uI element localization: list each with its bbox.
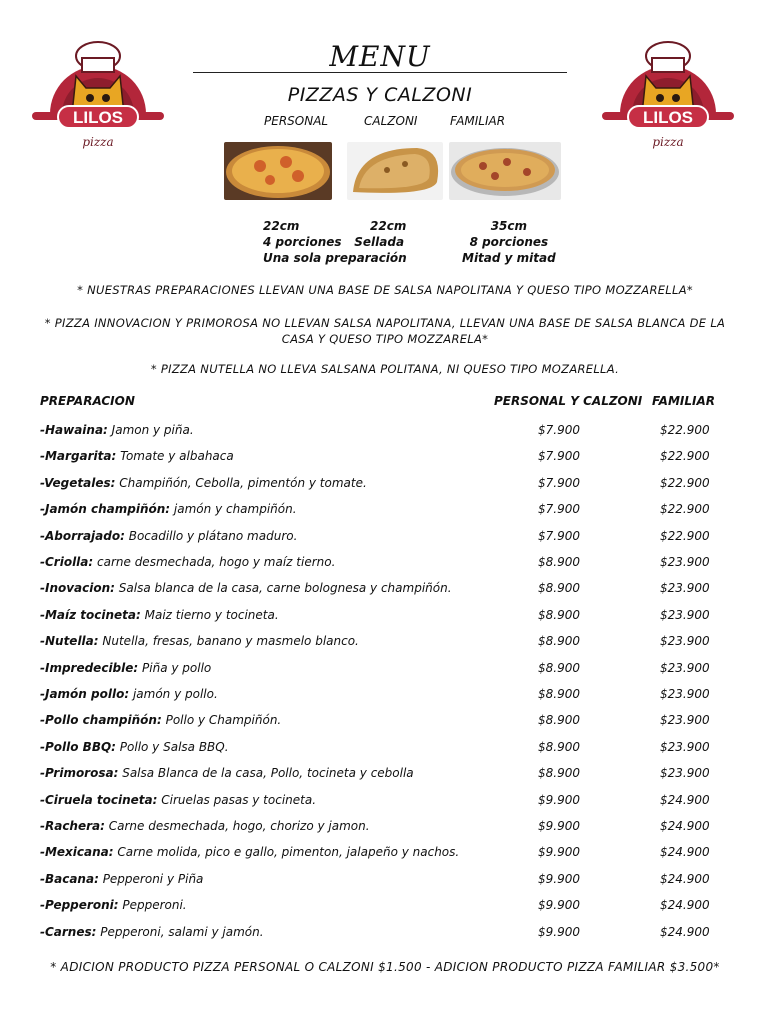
table-row: [40, 740, 730, 766]
item-description: [40, 423, 194, 437]
note-white-sauce: * PIZZA INNOVACION Y PRIMOROSA NO LLEVAN SALSA NAPOLITANA, LLEVAN UNA BASE DE SALSA BLANCA DE LA CASA Y QUESO TIPO MOZZARELA*: [44, 316, 726, 346]
price-personal: $8.900: [538, 607, 580, 622]
price-familiar: $23.900: [660, 739, 710, 754]
familiar-specs: [462, 218, 556, 266]
item-ingredients: Piña y pollo: [138, 660, 212, 675]
item-description: [40, 581, 452, 595]
table-row: [40, 661, 730, 687]
note-base-sauce: * NUESTRAS PREPARACIONES LLEVAN UNA BASE DE SALSA NAPOLITANA Y QUESO TIPO MOZZARELLA*: [77, 283, 693, 297]
price-personal: $8.900: [538, 739, 580, 754]
item-description: [40, 476, 367, 490]
price-familiar: $24.900: [660, 924, 710, 939]
svg-text:LILOS: LILOS: [72, 108, 124, 127]
table-row: [40, 423, 730, 449]
item-name: -Pepperoni:: [40, 898, 119, 913]
menu-title: MENU: [329, 40, 431, 73]
item-ingredients: Champiñón, Cebolla, pimentón y tomate.: [115, 475, 367, 490]
table-row: [40, 819, 730, 845]
price-familiar: $24.900: [660, 871, 710, 886]
item-description: [40, 634, 359, 648]
item-name: -Criolla:: [40, 555, 94, 569]
item-name: -Carnes:: [40, 924, 97, 939]
item-name: -Rachera:: [40, 819, 105, 833]
item-ingredients: jamón y champiñón.: [170, 502, 297, 517]
item-ingredients: Tomate y albahaca: [116, 449, 234, 464]
item-description: [40, 555, 335, 569]
table-row: [40, 845, 730, 871]
personal-portions: 4 porciones: [263, 235, 342, 249]
lilos-logo-right: [598, 36, 738, 156]
price-familiar: $23.900: [660, 766, 710, 781]
price-familiar: $23.900: [660, 660, 710, 675]
item-description: [40, 766, 414, 780]
size-label-calzoni: CALZONI: [364, 114, 418, 128]
item-name: -Pollo champiñón:: [40, 713, 162, 728]
item-name: -Primorosa:: [40, 766, 119, 781]
price-familiar: $23.900: [660, 555, 710, 569]
table-row: [40, 793, 730, 819]
table-row: [40, 687, 730, 713]
header-personal-calzoni: PERSONAL Y CALZONI: [494, 394, 643, 408]
svg-text:pizza: pizza: [82, 135, 114, 149]
item-description: [40, 608, 279, 622]
price-familiar: $24.900: [660, 792, 710, 807]
price-familiar: $22.900: [660, 528, 710, 543]
price-personal: $9.900: [538, 819, 580, 833]
svg-text:LILOS: LILOS: [642, 108, 694, 127]
header-familiar: FAMILIAR: [652, 394, 715, 408]
header-preparacion: PREPARACION: [40, 394, 135, 408]
familiar-portions: 8 porciones: [469, 235, 549, 249]
price-personal: $9.900: [538, 898, 580, 913]
personal-preparation: Una sola preparación: [263, 251, 407, 265]
table-row: [40, 713, 730, 739]
price-personal: $7.900: [538, 423, 580, 437]
table-row: [40, 925, 730, 951]
table-row: [40, 502, 730, 528]
item-description: [40, 793, 316, 807]
price-personal: $8.900: [538, 713, 580, 728]
table-row: [40, 898, 730, 924]
item-description: [40, 661, 211, 675]
item-name: -Jamón champiñón:: [40, 502, 171, 517]
svg-text:pizza: pizza: [652, 135, 684, 149]
item-description: [40, 502, 297, 516]
item-description: [40, 529, 297, 543]
price-familiar: $24.900: [660, 819, 710, 833]
item-ingredients: Pepperoni y Piña: [98, 871, 204, 886]
price-personal: $8.900: [538, 766, 580, 781]
price-personal: $7.900: [538, 502, 580, 517]
price-personal: $8.900: [538, 581, 580, 596]
item-ingredients: Pepperoni, salami y jamón.: [96, 924, 264, 939]
item-name: -Vegetales:: [40, 475, 116, 490]
item-name: -Impredecible:: [40, 660, 139, 675]
size-label-familiar: FAMILIAR: [450, 114, 506, 128]
item-name: -Inovacion:: [40, 581, 115, 596]
price-personal: $7.900: [538, 528, 580, 543]
price-personal: $9.900: [538, 924, 580, 939]
item-ingredients: Pollo y Salsa BBQ.: [115, 739, 229, 754]
calzoni-sealed: Sellada: [354, 235, 405, 249]
item-name: -Jamón pollo:: [40, 687, 130, 701]
item-description: [40, 449, 234, 463]
price-personal: $9.900: [538, 792, 580, 807]
item-name: -Maíz tocineta:: [40, 607, 141, 622]
familiar-diameter: 35cm: [490, 219, 528, 233]
price-familiar: $22.900: [660, 502, 710, 517]
title-divider: [193, 72, 567, 73]
price-familiar: $23.900: [660, 581, 710, 596]
item-name: -Hawaina:: [40, 423, 108, 437]
item-name: -Nutella:: [40, 634, 99, 649]
table-row: [40, 766, 730, 792]
item-ingredients: Maiz tierno y tocineta.: [140, 607, 279, 622]
price-personal: $9.900: [538, 871, 580, 886]
item-ingredients: Pepperoni.: [118, 898, 187, 913]
calzoni-specs: [352, 218, 406, 250]
price-familiar: $22.900: [660, 449, 710, 464]
item-ingredients: Jamon y piña.: [107, 423, 194, 437]
table-row: [40, 449, 730, 475]
familiar-pizza-photo: [449, 142, 561, 200]
calzoni-diameter: 22cm: [370, 219, 407, 233]
price-personal: $8.900: [538, 660, 580, 675]
item-ingredients: Carne desmechada, hogo, chorizo y jamon.: [104, 819, 370, 833]
table-row: [40, 581, 730, 607]
price-personal: $9.900: [538, 845, 580, 860]
calzoni-photo: [347, 142, 443, 200]
table-row: [40, 608, 730, 634]
price-personal: $8.900: [538, 687, 580, 701]
price-familiar: $24.900: [660, 898, 710, 913]
item-description: [40, 925, 264, 939]
personal-diameter: 22cm: [263, 219, 300, 233]
item-name: -Margarita:: [40, 449, 117, 464]
lilos-logo-left: [28, 36, 168, 156]
item-ingredients: jamón y pollo.: [129, 687, 218, 701]
table-row: [40, 872, 730, 898]
item-name: -Ciruela tocineta:: [40, 792, 158, 807]
item-ingredients: Carne molida, pico e gallo, pimenton, jalapeño y nachos.: [113, 845, 460, 860]
price-familiar: $22.900: [660, 423, 710, 437]
price-personal: $7.900: [538, 475, 580, 490]
menu-subtitle: PIZZAS Y CALZONI: [287, 84, 473, 106]
item-description: [40, 713, 281, 727]
table-row: [40, 555, 730, 581]
item-description: [40, 819, 370, 833]
item-ingredients: Ciruelas pasas y tocineta.: [157, 792, 317, 807]
footer-additions: * ADICION PRODUCTO PIZZA PERSONAL O CALZONI $1.500 - ADICION PRODUCTO PIZZA FAMILIAR $3.500*: [50, 960, 720, 974]
personal-pizza-photo: [224, 142, 332, 200]
note-nutella: * PIZZA NUTELLA NO LLEVA SALSANA POLITANA, NI QUESO TIPO MOZARELLA.: [150, 362, 620, 376]
item-ingredients: carne desmechada, hogo y maíz tierno.: [93, 555, 336, 569]
price-personal: $8.900: [538, 555, 580, 569]
item-ingredients: Pollo y Champiñón.: [161, 713, 282, 728]
item-name: -Pollo BBQ:: [40, 739, 116, 754]
item-description: [40, 898, 187, 912]
table-row: [40, 529, 730, 555]
item-ingredients: Nutella, fresas, banano y masmelo blanco.: [98, 634, 359, 649]
price-familiar: $23.900: [660, 713, 710, 728]
item-ingredients: Bocadillo y plátano maduro.: [124, 528, 298, 543]
item-ingredients: Salsa blanca de la casa, carne bolognesa y champiñón.: [114, 581, 452, 596]
price-familiar: $23.900: [660, 687, 710, 701]
item-name: -Aborrajado:: [40, 528, 125, 543]
table-row: [40, 634, 730, 660]
item-name: -Bacana:: [40, 871, 99, 886]
item-description: [40, 845, 459, 859]
price-familiar: $24.900: [660, 845, 710, 860]
item-description: [40, 740, 229, 754]
item-ingredients: Salsa Blanca de la casa, Pollo, tocineta y cebolla: [118, 766, 414, 781]
price-personal: $7.900: [538, 449, 580, 464]
size-label-personal: PERSONAL: [264, 114, 329, 128]
price-familiar: $23.900: [660, 634, 710, 649]
item-name: -Mexicana:: [40, 845, 114, 860]
item-description: [40, 687, 218, 701]
price-familiar: $23.900: [660, 607, 710, 622]
price-familiar: $22.900: [660, 475, 710, 490]
table-row: [40, 476, 730, 502]
price-personal: $8.900: [538, 634, 580, 649]
familiar-halves: Mitad y mitad: [462, 251, 556, 265]
item-description: [40, 872, 203, 886]
